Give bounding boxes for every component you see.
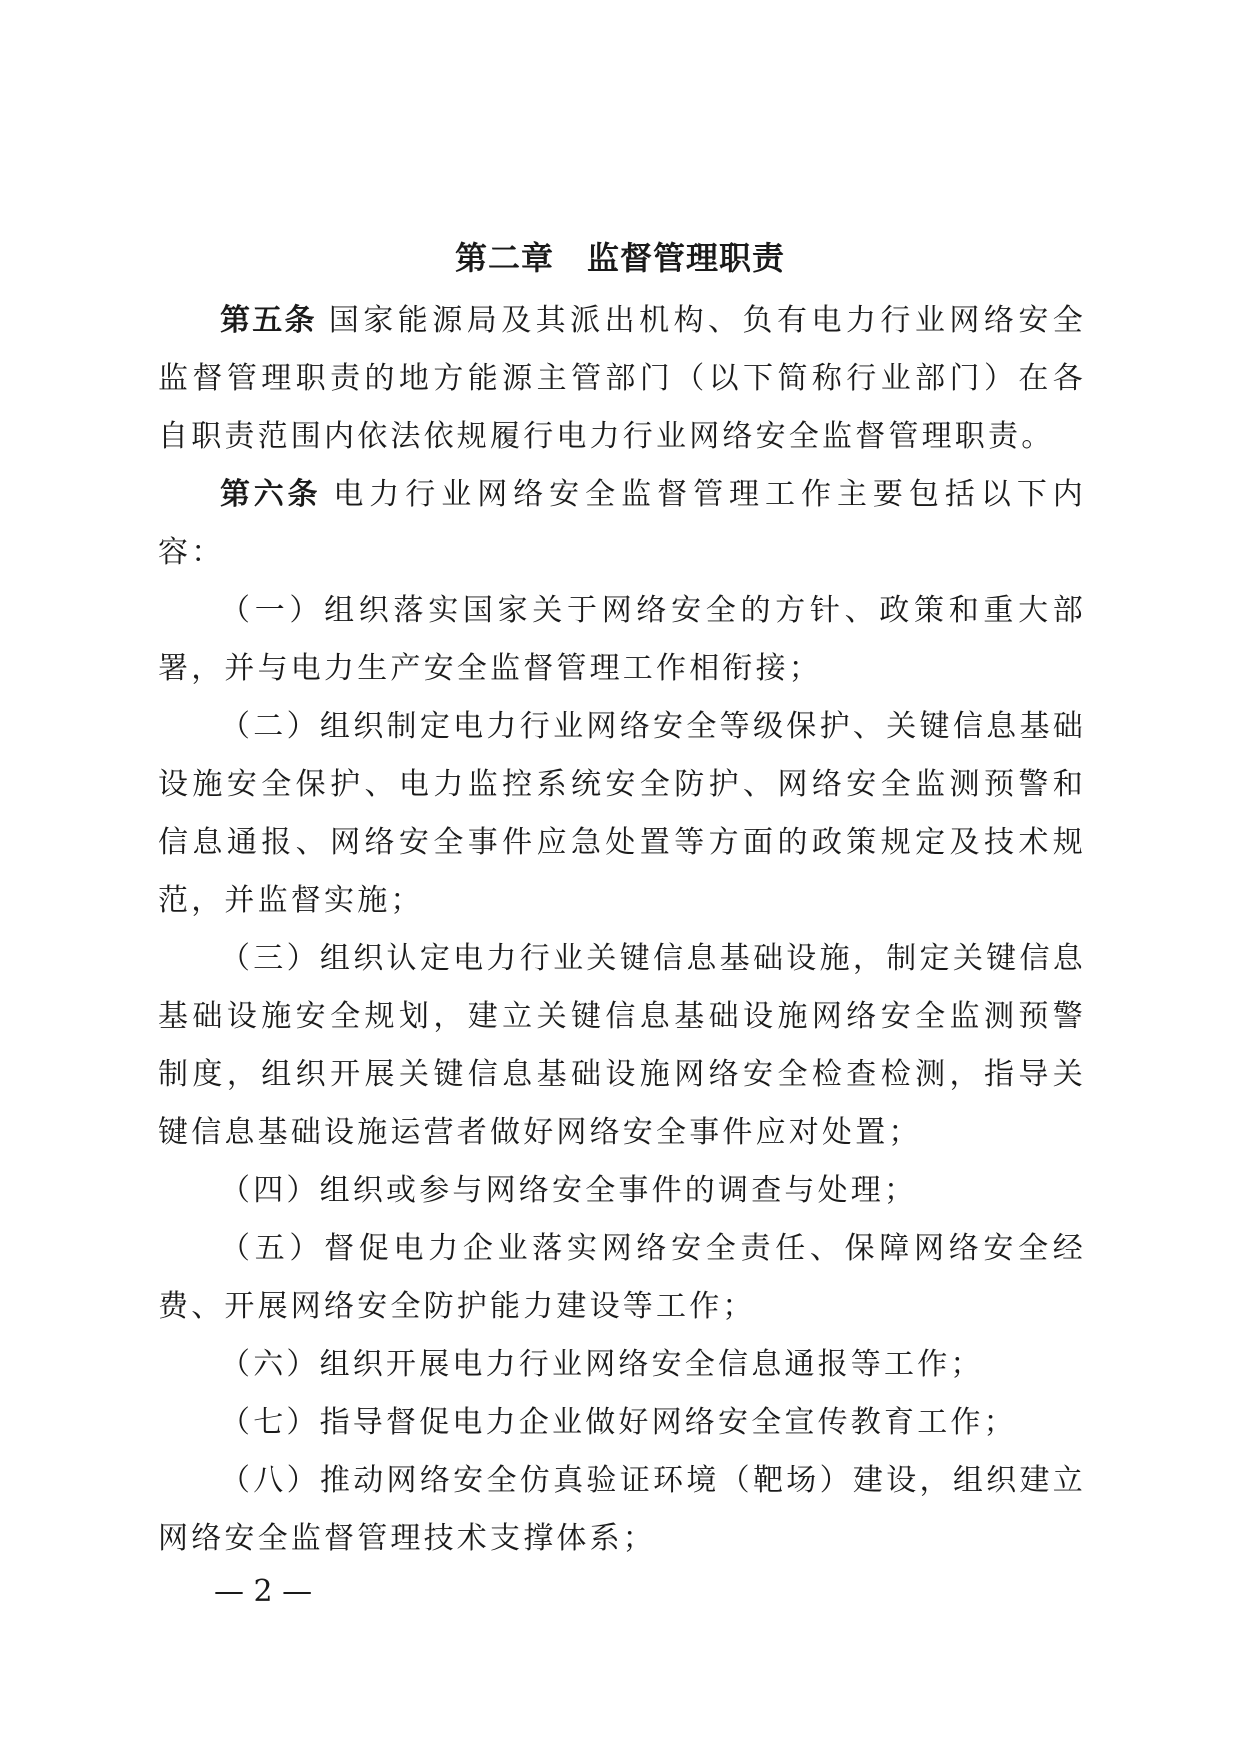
list-item-3: （三）组织认定电力行业关键信息基础设施，制定关键信息基础设施安全规划，建立关键信息基础设施网络安全监测预警制度，组织开展关键信息基础设施网络安全检查检测，指导关键信息基础设施运营者做好网络安全事件应对处置； <box>158 941 1086 1150</box>
page-number: — 2 — <box>214 1574 313 1609</box>
article-5-text: 国家能源局及其派出机构、负有电力行业网络安全监督管理职责的地方能源主管部门（以下简称行业部门）在各自职责范围内依法依规履行电力行业网络安全监督管理职责。 <box>158 303 1086 454</box>
article-6-label: 第六条 <box>220 477 322 512</box>
list-item-8: （八）推动网络安全仿真验证环境（靶场）建设，组织建立网络安全监督管理技术支撑体系； <box>158 1463 1086 1556</box>
article-6-paragraph <box>158 466 1086 582</box>
document-body <box>158 292 1086 1568</box>
list-item-4: （四）组织或参与网络安全事件的调查与处理； <box>220 1173 918 1208</box>
list-item-6: （六）组织开展电力行业网络安全信息通报等工作； <box>220 1347 984 1382</box>
chapter-title: 第二章 监督管理职责 <box>454 239 785 277</box>
article-5-label: 第五条 <box>220 303 317 338</box>
article-6-text: 电力行业网络安全监督管理工作主要包括以下内容： <box>158 477 1087 570</box>
list-item-2: （二）组织制定电力行业网络安全等级保护、关键信息基础设施安全保护、电力监控系统安全防护、网络安全监测预警和信息通报、网络安全事件应急处置等方面的政策规定及技术规范，并监督实施； <box>158 709 1086 918</box>
article-5-paragraph <box>158 292 1086 466</box>
list-item-7: （七）指导督促电力企业做好网络安全宣传教育工作； <box>220 1405 1017 1440</box>
list-item-5: （五）督促电力企业落实网络安全责任、保障网络安全经费、开展网络安全防护能力建设等工作； <box>158 1231 1086 1324</box>
list-item-1: （一）组织落实国家关于网络安全的方针、政策和重大部署，并与电力生产安全监督管理工作相衔接； <box>158 593 1086 686</box>
